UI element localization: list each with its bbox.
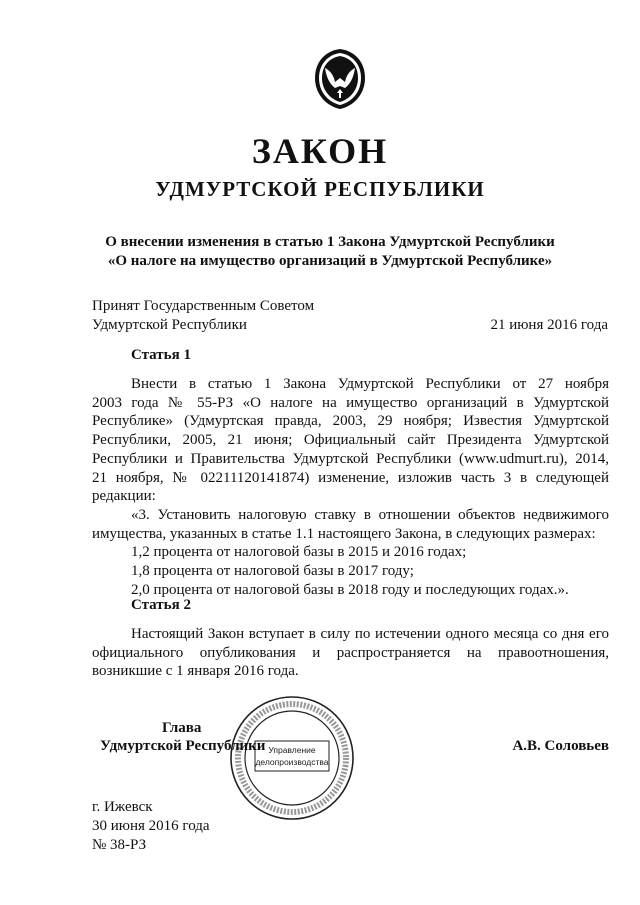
stamp-line-2: делопроизводства <box>255 757 329 767</box>
footer-city: г. Ижевск <box>92 799 153 815</box>
udmurt-coat-of-arms-icon <box>311 48 369 110</box>
rate-item: 1,8 процента от налоговой базы в 2017 году; <box>131 563 414 580</box>
article-2-body <box>92 625 609 681</box>
adoption-line-2: Удмуртской Республики <box>92 317 247 333</box>
document-title: ЗАКОН <box>251 131 389 171</box>
signatory-name: А.В. Соловьев <box>512 738 609 754</box>
article-1-body <box>92 375 609 599</box>
article-1-line: Республики, 2005, 21 июня; Официальный сайт Президента Удмуртской <box>92 432 609 449</box>
quote-line: имущества, указанных в статье 1.1 настоящего Закона, в следующих размерах: <box>92 525 596 542</box>
article-1-line: 2003 года № 55-РЗ «О налоге на имущество организаций в Удмуртской <box>92 394 609 411</box>
article-1-line: Республики и Правительства Удмуртской Республики (www.udmurt.ru), 2014, <box>92 450 609 467</box>
rate-item: 1,2 процента от налоговой базы в 2015 и 2016 годах; <box>131 544 467 561</box>
article-2-line: официального опубликования и распространяется на правоотношения, <box>92 644 609 661</box>
law-heading-line-1: О внесении изменения в статью 1 Закона Удмуртской Республики <box>105 234 555 250</box>
article-1-line: Внести в статью 1 Закона Удмуртской Республики от 27 ноября <box>131 376 609 392</box>
adoption-date: 21 июня 2016 года <box>490 317 608 333</box>
footer-date: 30 июня 2016 года <box>92 818 210 834</box>
rate-item: 2,0 процента от налоговой базы в 2018 году и последующих годах.». <box>131 581 569 598</box>
signatory-position-line-2: Удмуртской Республики <box>100 738 266 754</box>
quote-line: «3. Установить налоговую ставку в отношении объектов недвижимого <box>131 506 609 523</box>
article-2-title: Статья 2 <box>131 597 191 613</box>
document-subtitle: УДМУРТСКОЙ РЕСПУБЛИКИ <box>155 177 485 201</box>
article-1-line: 21 ноября, № 02211120141874) изменение, изложив часть 3 в следующей <box>92 469 609 486</box>
article-1-line: редакции: <box>92 488 156 505</box>
stamp-line-1: Управление <box>268 745 316 755</box>
article-1-title: Статья 1 <box>131 347 191 363</box>
official-stamp <box>228 694 356 822</box>
law-heading-line-2: «О налоге на имущество организаций в Удмуртской Республике» <box>107 253 553 269</box>
signatory-position-line-1: Глава <box>162 720 202 736</box>
article-2-line: возникшие с 1 января 2016 года. <box>92 663 299 680</box>
footer-number: № 38-РЗ <box>92 837 147 853</box>
article-1-line: Республике» (Удмуртская правда, 2003, 29 ноября; Известия Удмуртской <box>92 413 609 430</box>
article-2-line: Настоящий Закон вступает в силу по истечении одного месяца со дня его <box>131 626 609 642</box>
adoption-line-1: Принят Государственным Советом <box>92 298 315 314</box>
